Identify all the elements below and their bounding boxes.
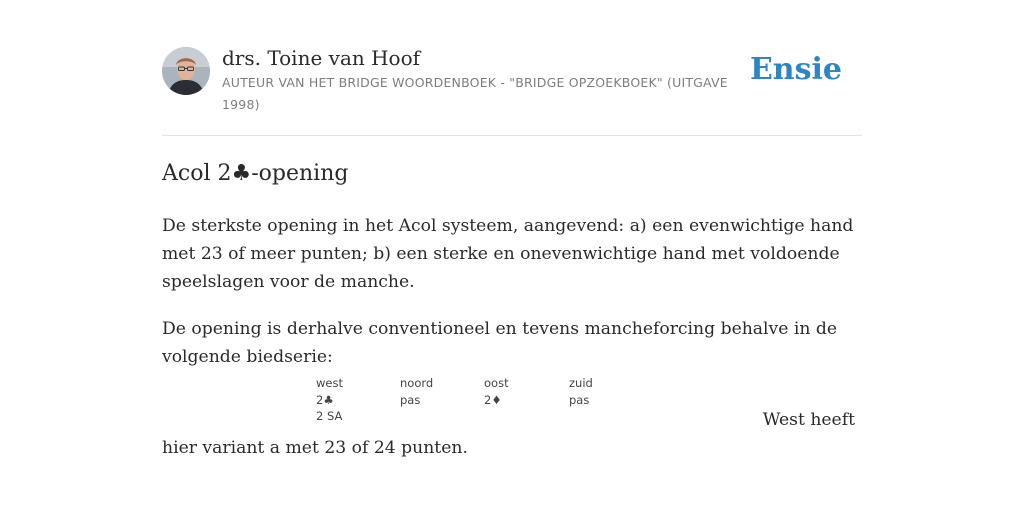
article-title: Acol 2♣-opening xyxy=(162,161,349,186)
article-paragraph-2: De opening is derhalve conventioneel en tevens mancheforcing behalve in de volgende biedserie: xyxy=(162,319,838,367)
author-photo-icon xyxy=(162,47,210,95)
article-header xyxy=(162,45,862,136)
bidding-table xyxy=(316,375,606,425)
bidding-cell: 2♣ xyxy=(316,392,334,407)
bidding-cell: pas xyxy=(400,392,421,407)
article-paragraph-3-start: West heeft xyxy=(762,410,855,430)
author-name[interactable]: drs. Toine van Hoof xyxy=(222,46,421,70)
article-paragraph-1: De sterkste opening in het Acol systeem, aangevend: a) een evenwichtige hand met 23 of meer punten; b) een sterke en onevenwichtige hand met voldoende speelslagen voor de manche. xyxy=(162,216,854,292)
bidding-cell: pas xyxy=(569,392,590,407)
bidding-header-zuid: zuid xyxy=(569,376,593,390)
author-description: AUTEUR VAN HET BRIDGE WOORDENBOEK - "BRIDGE OPZOEKBOEK" (UITGAVE 1998) xyxy=(222,75,728,112)
bidding-cell: 2 SA xyxy=(316,409,343,423)
bidding-header-oost: oost xyxy=(484,376,509,390)
bidding-row xyxy=(316,408,606,425)
author-avatar[interactable] xyxy=(162,47,210,95)
bidding-row xyxy=(316,392,606,409)
bidding-header-row xyxy=(316,375,606,392)
bidding-cell: 2♦ xyxy=(484,392,502,407)
article-paragraph-3-end: hier variant a met 23 of 24 punten. xyxy=(162,438,468,458)
ensie-logo-link[interactable]: Ensie xyxy=(749,52,842,87)
bidding-header-west: west xyxy=(316,376,343,390)
bidding-header-noord: noord xyxy=(400,376,434,390)
